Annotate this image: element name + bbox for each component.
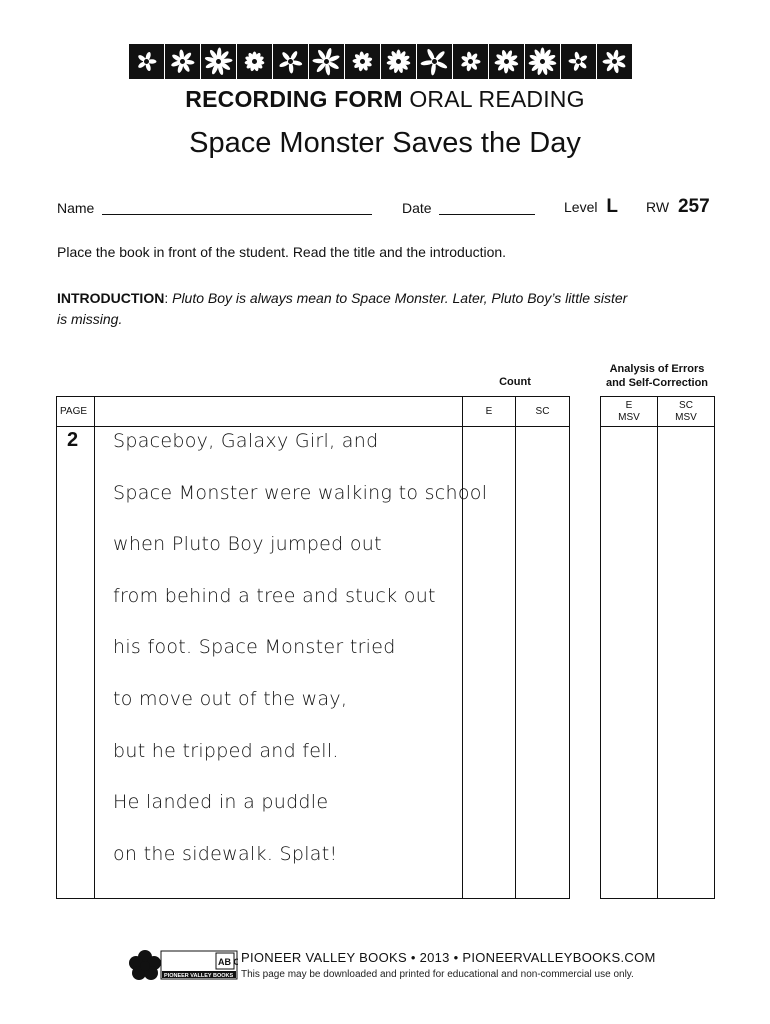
intro-label: INTRODUCTION [57,290,165,306]
level-label: Level [564,199,598,215]
iris-icon [597,44,632,79]
grass-icon [273,44,308,79]
intro-text-line2: is missing. [57,311,123,327]
analysis-column-divider [657,396,658,899]
orchid-icon [237,44,272,79]
bellflower-icon [489,44,524,79]
rw-field [646,196,710,218]
introduction [57,288,697,330]
sc-msv-header-top: SC [679,400,693,411]
sc-msv-header-bottom: MSV [675,412,697,423]
date-field [402,200,535,216]
story-line: He landed in a puddle [113,791,329,814]
page-column-divider [94,396,95,899]
intro-separator: : [164,290,173,306]
daisy-icon [381,44,416,79]
e-column-header: E [485,406,493,417]
story-line: to move out of the way, [113,687,348,710]
e-column-divider [515,396,516,899]
pioneer-valley-logo [128,948,238,987]
lily-icon [201,44,236,79]
story-line: from behind a tree and stuck out [113,584,436,607]
logo-text-bottom: PIONEER VALLEY BOOKS [164,973,234,979]
count-label: Count [499,376,531,388]
sc-msv-header [658,400,714,424]
tulip-icon [417,44,452,79]
blossom-icon [345,44,380,79]
e-msv-header [601,400,657,424]
name-line [102,200,372,215]
story-line: his foot. Space Monster tried [113,636,396,659]
instruction-text: Place the book in front of the student. Read the title and the introduction. [57,244,507,260]
analysis-label-line2: and Self-Correction [605,377,709,389]
page-number: 2 [67,429,79,451]
name-label: Name [57,200,95,216]
name-field [57,200,372,216]
e-msv-header-bottom: MSV [618,412,640,423]
lotus-icon [525,44,560,79]
form-heading [0,86,770,113]
story-text [113,425,487,889]
story-line: Space Monster were walking to school [113,481,488,504]
form-title-regular: ORAL READING [409,86,585,112]
story-line: on the sidewalk. Splat! [113,842,338,865]
date-line [439,200,535,215]
rw-label: RW [646,199,670,215]
story-line: when Pluto Boy jumped out [113,533,382,556]
analysis-label-line1: Analysis of Errors [609,363,705,375]
rose-icon [165,44,200,79]
book-title: Space Monster Saves the Day [189,127,581,159]
sc-column-header: SC [535,406,550,417]
footer-usage-note: This page may be downloaded and printed for educational and non-commercial use only. [241,969,634,980]
e-msv-header-top: E [625,400,633,411]
flower-logo-icon [128,948,238,982]
logo-text-top: AB C [218,957,238,967]
intro-text-line1: Pluto Boy is always mean to Space Monster. Later, Pluto Boy’s little sister [172,290,628,306]
analysis-label [600,362,714,390]
date-label: Date [402,200,432,216]
story-line: Spaceboy, Galaxy Girl, and [113,430,379,452]
story-line: but he tripped and fell. [113,739,339,762]
level-field [564,196,618,218]
level-value: L [606,196,618,217]
gerbera-icon [129,44,164,79]
footer-publisher-line: PIONEER VALLEY BOOKS • 2013 • PIONEERVALLEYBOOKS.COM [241,950,656,965]
page-column-header: PAGE [60,406,88,417]
fern-icon [309,44,344,79]
flower-banner [129,44,632,79]
hibiscus-icon [453,44,488,79]
rw-value: 257 [677,196,710,217]
anemone-icon [561,44,596,79]
form-title-bold: RECORDING FORM [185,86,403,112]
